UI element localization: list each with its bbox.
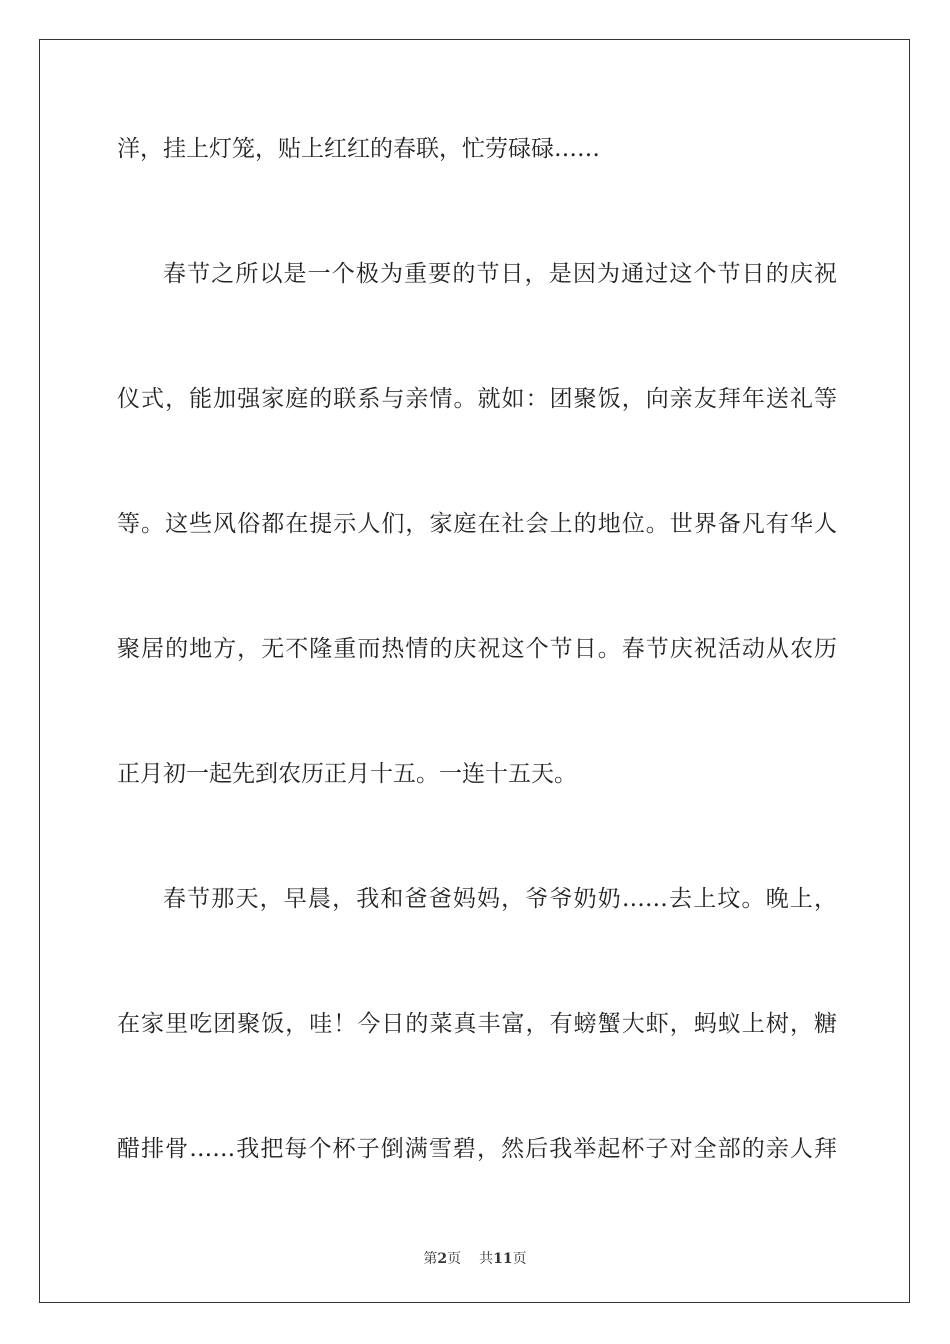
page-number: 2	[437, 1251, 448, 1267]
page-border	[39, 39, 910, 1303]
text-line-6: 正月初一起先到农历正月十五。一连十五天。	[117, 761, 577, 787]
text-line-8: 在家里吃团聚饭，哇！今日的菜真丰富，有螃蟹大虾，蚂蚁上树，糖	[117, 1011, 837, 1037]
text-line-5: 聚居的地方，无不隆重而热情的庆祝这个节日。春节庆祝活动从农历	[117, 636, 837, 662]
text-line-4: 等。这些风俗都在提示人们，家庭在社会上的地位。世界备凡有华人	[117, 511, 837, 537]
text-line-9: 醋排骨……我把每个杯子倒满雪碧，然后我举起杯子对全部的亲人拜	[117, 1136, 837, 1162]
page-footer	[0, 1248, 950, 1268]
text-line-1: 洋，挂上灯笼，贴上红红的春联，忙劳碌碌……	[117, 136, 600, 162]
total-pages: 11	[493, 1251, 513, 1267]
total-suffix: 页	[512, 1251, 527, 1267]
text-line-2: 春节之所以是一个极为重要的节日，是因为通过这个节日的庆祝	[163, 261, 837, 287]
total-prefix: 共	[479, 1251, 494, 1267]
text-line-7: 春节那天，早晨，我和爸爸妈妈，爷爷奶奶……去上坟。晚上，	[163, 886, 837, 912]
page-suffix: 页	[447, 1251, 462, 1267]
text-line-3: 仪式，能加强家庭的联系与亲情。就如：团聚饭，向亲友拜年送礼等	[117, 386, 837, 412]
page-prefix: 第	[423, 1251, 438, 1267]
